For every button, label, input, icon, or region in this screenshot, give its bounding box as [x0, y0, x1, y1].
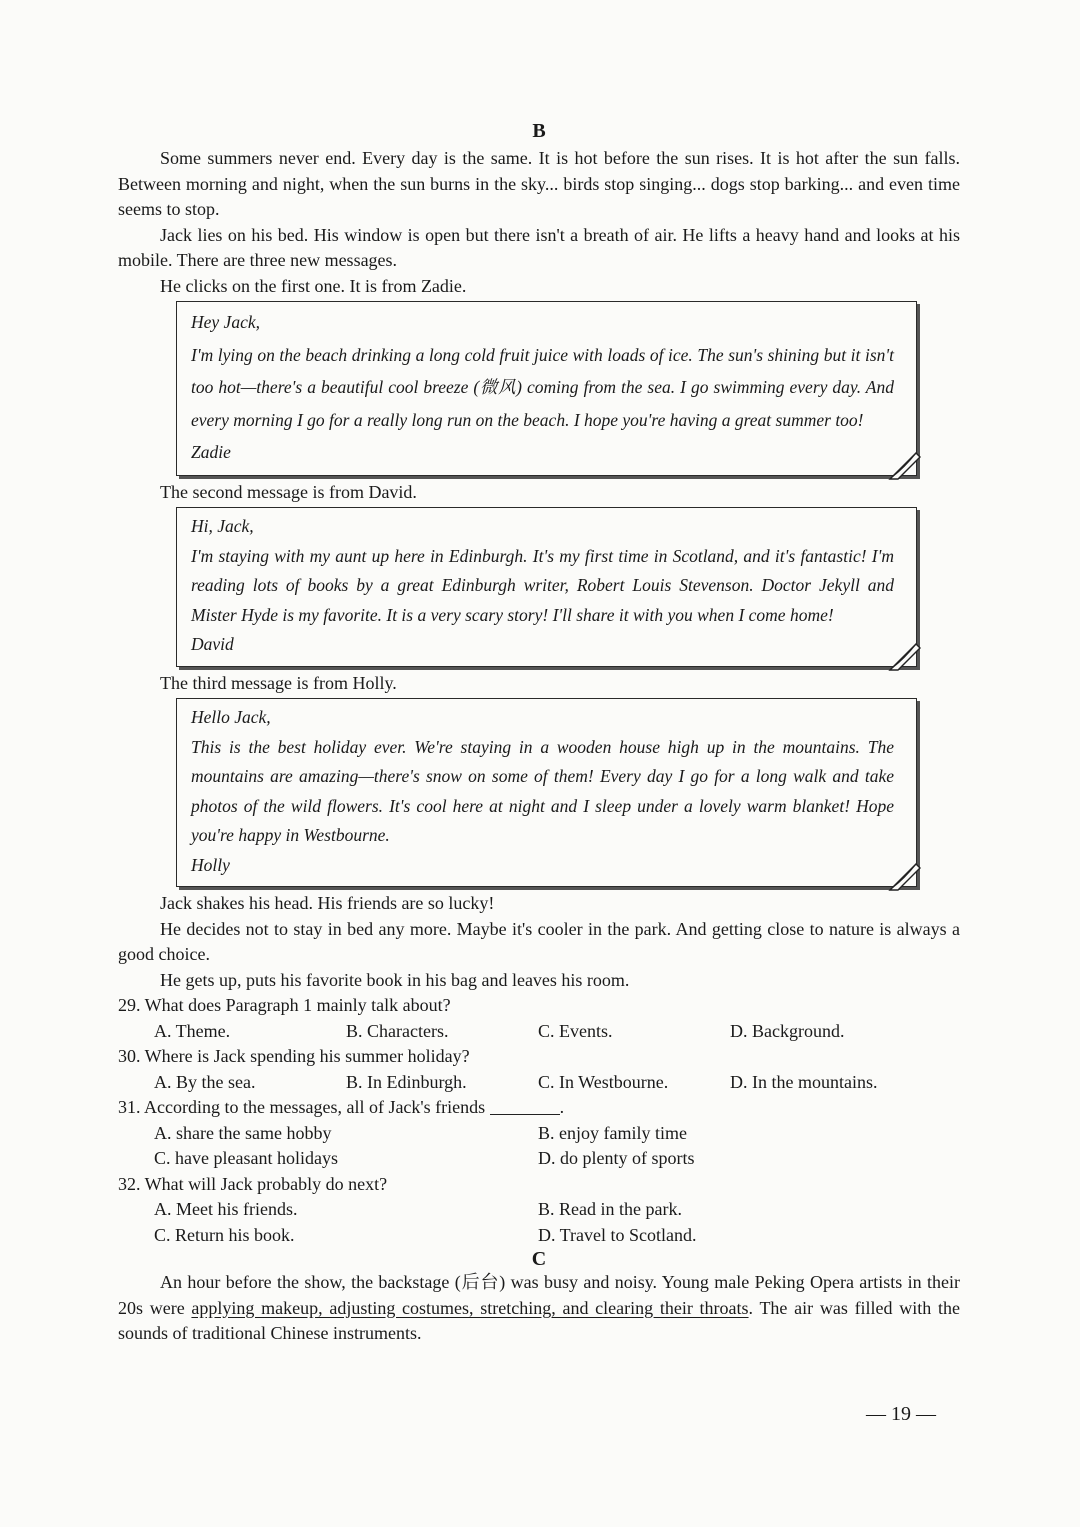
option-d: D. Background. — [730, 1020, 845, 1041]
option-c: C. have pleasant holidays — [154, 1148, 338, 1168]
option-a: A. Meet his friends. — [154, 1199, 298, 1219]
option-b: B. Characters. — [346, 1020, 449, 1041]
question-options — [118, 1019, 960, 1045]
message-box-zadie — [176, 301, 917, 476]
option-b: B. In Edinburgh. — [346, 1071, 467, 1092]
answer-blank — [490, 1096, 560, 1115]
message-greeting: Hello Jack, — [191, 707, 271, 727]
option-b: B. Read in the park. — [538, 1199, 682, 1219]
section-c-heading: C — [531, 1248, 547, 1270]
question-30 — [118, 1044, 960, 1095]
message-greeting: Hi, Jack, — [191, 516, 254, 536]
message-signature: Holly — [191, 854, 230, 875]
passage-b-paragraph-1: Some summers never end. Every day is the same. It is hot before the sun rises. It is hot after the sun falls. Between morning and night, when the sun burns in the sky... birds stop singing... dogs stop barking... and even time seems to stop. — [118, 148, 960, 219]
message-signature: Zadie — [191, 442, 231, 462]
option-d: D. do plenty of sports — [538, 1148, 695, 1168]
option-d: D. Travel to Scotland. — [538, 1224, 697, 1245]
message-box-holly — [176, 698, 917, 887]
question-options — [118, 1070, 960, 1096]
page-curl-icon — [888, 642, 922, 672]
question-stem: 29. What does Paragraph 1 mainly talk about? — [118, 995, 451, 1015]
passage-c-text: . The air was filled with the sounds of traditional Chinese instruments. — [118, 1297, 960, 1343]
page-curl-icon — [888, 451, 922, 481]
option-c: C. In Westbourne. — [538, 1071, 669, 1092]
section-b-heading: B — [532, 120, 546, 142]
passage-b-paragraph-8: He gets up, puts his favorite book in his bag and leaves his room. — [160, 969, 630, 990]
question-options — [118, 1223, 960, 1249]
option-c: C. Return his book. — [154, 1224, 295, 1245]
passage-b-paragraph-7: He decides not to stay in bed any more. Maybe it's cooler in the park. And getting close to nature is always a good choice. — [118, 918, 960, 964]
passage-b-paragraph-3: He clicks on the first one. It is from Zadie. — [160, 275, 467, 296]
option-d: D. In the mountains. — [730, 1071, 878, 1092]
option-a: A. Theme. — [154, 1020, 231, 1041]
option-b: B. enjoy family time — [538, 1122, 687, 1143]
message-body: I'm lying on the beach drinking a long cold fruit juice with loads of ice. The sun's shining but it isn't too hot—there's a beautiful cool breeze (微风) coming from the sea. I go swimming every day. And every morning I go for a really long run on the beach. I hope you're having a great summer too! — [191, 344, 894, 430]
page-number: — 19 — — [866, 1403, 936, 1425]
passage-b-paragraph-5: The third message is from Holly. — [160, 672, 397, 693]
passage-c-underlined: applying makeup, adjusting costumes, stretching, and clearing their throats — [191, 1297, 749, 1318]
passage-b-paragraph-6: Jack shakes his head. His friends are so lucky! — [160, 893, 495, 913]
question-options — [118, 1146, 960, 1172]
question-stem: 31. According to the messages, all of Jack's friends — [118, 1097, 486, 1117]
question-stem: 30. Where is Jack spending his summer holiday? — [118, 1046, 470, 1066]
message-box-david — [176, 507, 917, 667]
message-greeting: Hey Jack, — [191, 312, 260, 332]
option-a: A. share the same hobby — [154, 1122, 332, 1143]
question-options — [118, 1197, 960, 1223]
passage-b-paragraph-4: The second message is from David. — [160, 481, 417, 502]
question-31 — [118, 1095, 960, 1172]
message-signature: David — [191, 634, 234, 654]
message-body: I'm staying with my aunt up here in Edinburgh. It's my first time in Scotland, and it's fantastic! I'm reading lots of books by a great Edinburgh writer, Robert Louis Stevenson. Doctor Jekyll and Mister Hyde is my favorite. It is a very scary story! I'll share it with you when I come home! — [191, 545, 894, 625]
question-32 — [118, 1172, 960, 1249]
option-c: C. Events. — [538, 1020, 613, 1041]
question-stem-row: 31. According to the messages, all of Jack's friends . — [118, 1097, 565, 1117]
question-29 — [118, 993, 960, 1044]
message-body: This is the best holiday ever. We're staying in a wooden house high up in the mountains. The mountains are amazing—there's snow on some of them! Every day I go for a long walk and take photos of the wild flowers. It's cool here at night and I sleep under a lovely warm blanket! Hope you're happy in Westbourne. — [191, 736, 894, 845]
question-stem: 32. What will Jack probably do next? — [118, 1173, 388, 1194]
passage-c-paragraph-1 — [118, 1270, 960, 1347]
passage-c-text: An hour before the show, the backstage (后台) was busy and noisy. Young male Peking Opera artists in their 20s were — [118, 1272, 960, 1318]
question-options — [118, 1121, 960, 1147]
passage-b-paragraph-2: Jack lies on his bed. His window is open but there isn't a breath of air. He lifts a heavy hand and looks at his mobile. There are three new messages. — [118, 224, 960, 270]
option-a: A. By the sea. — [154, 1071, 256, 1092]
page-curl-icon — [888, 862, 922, 892]
exam-page — [118, 120, 960, 1347]
